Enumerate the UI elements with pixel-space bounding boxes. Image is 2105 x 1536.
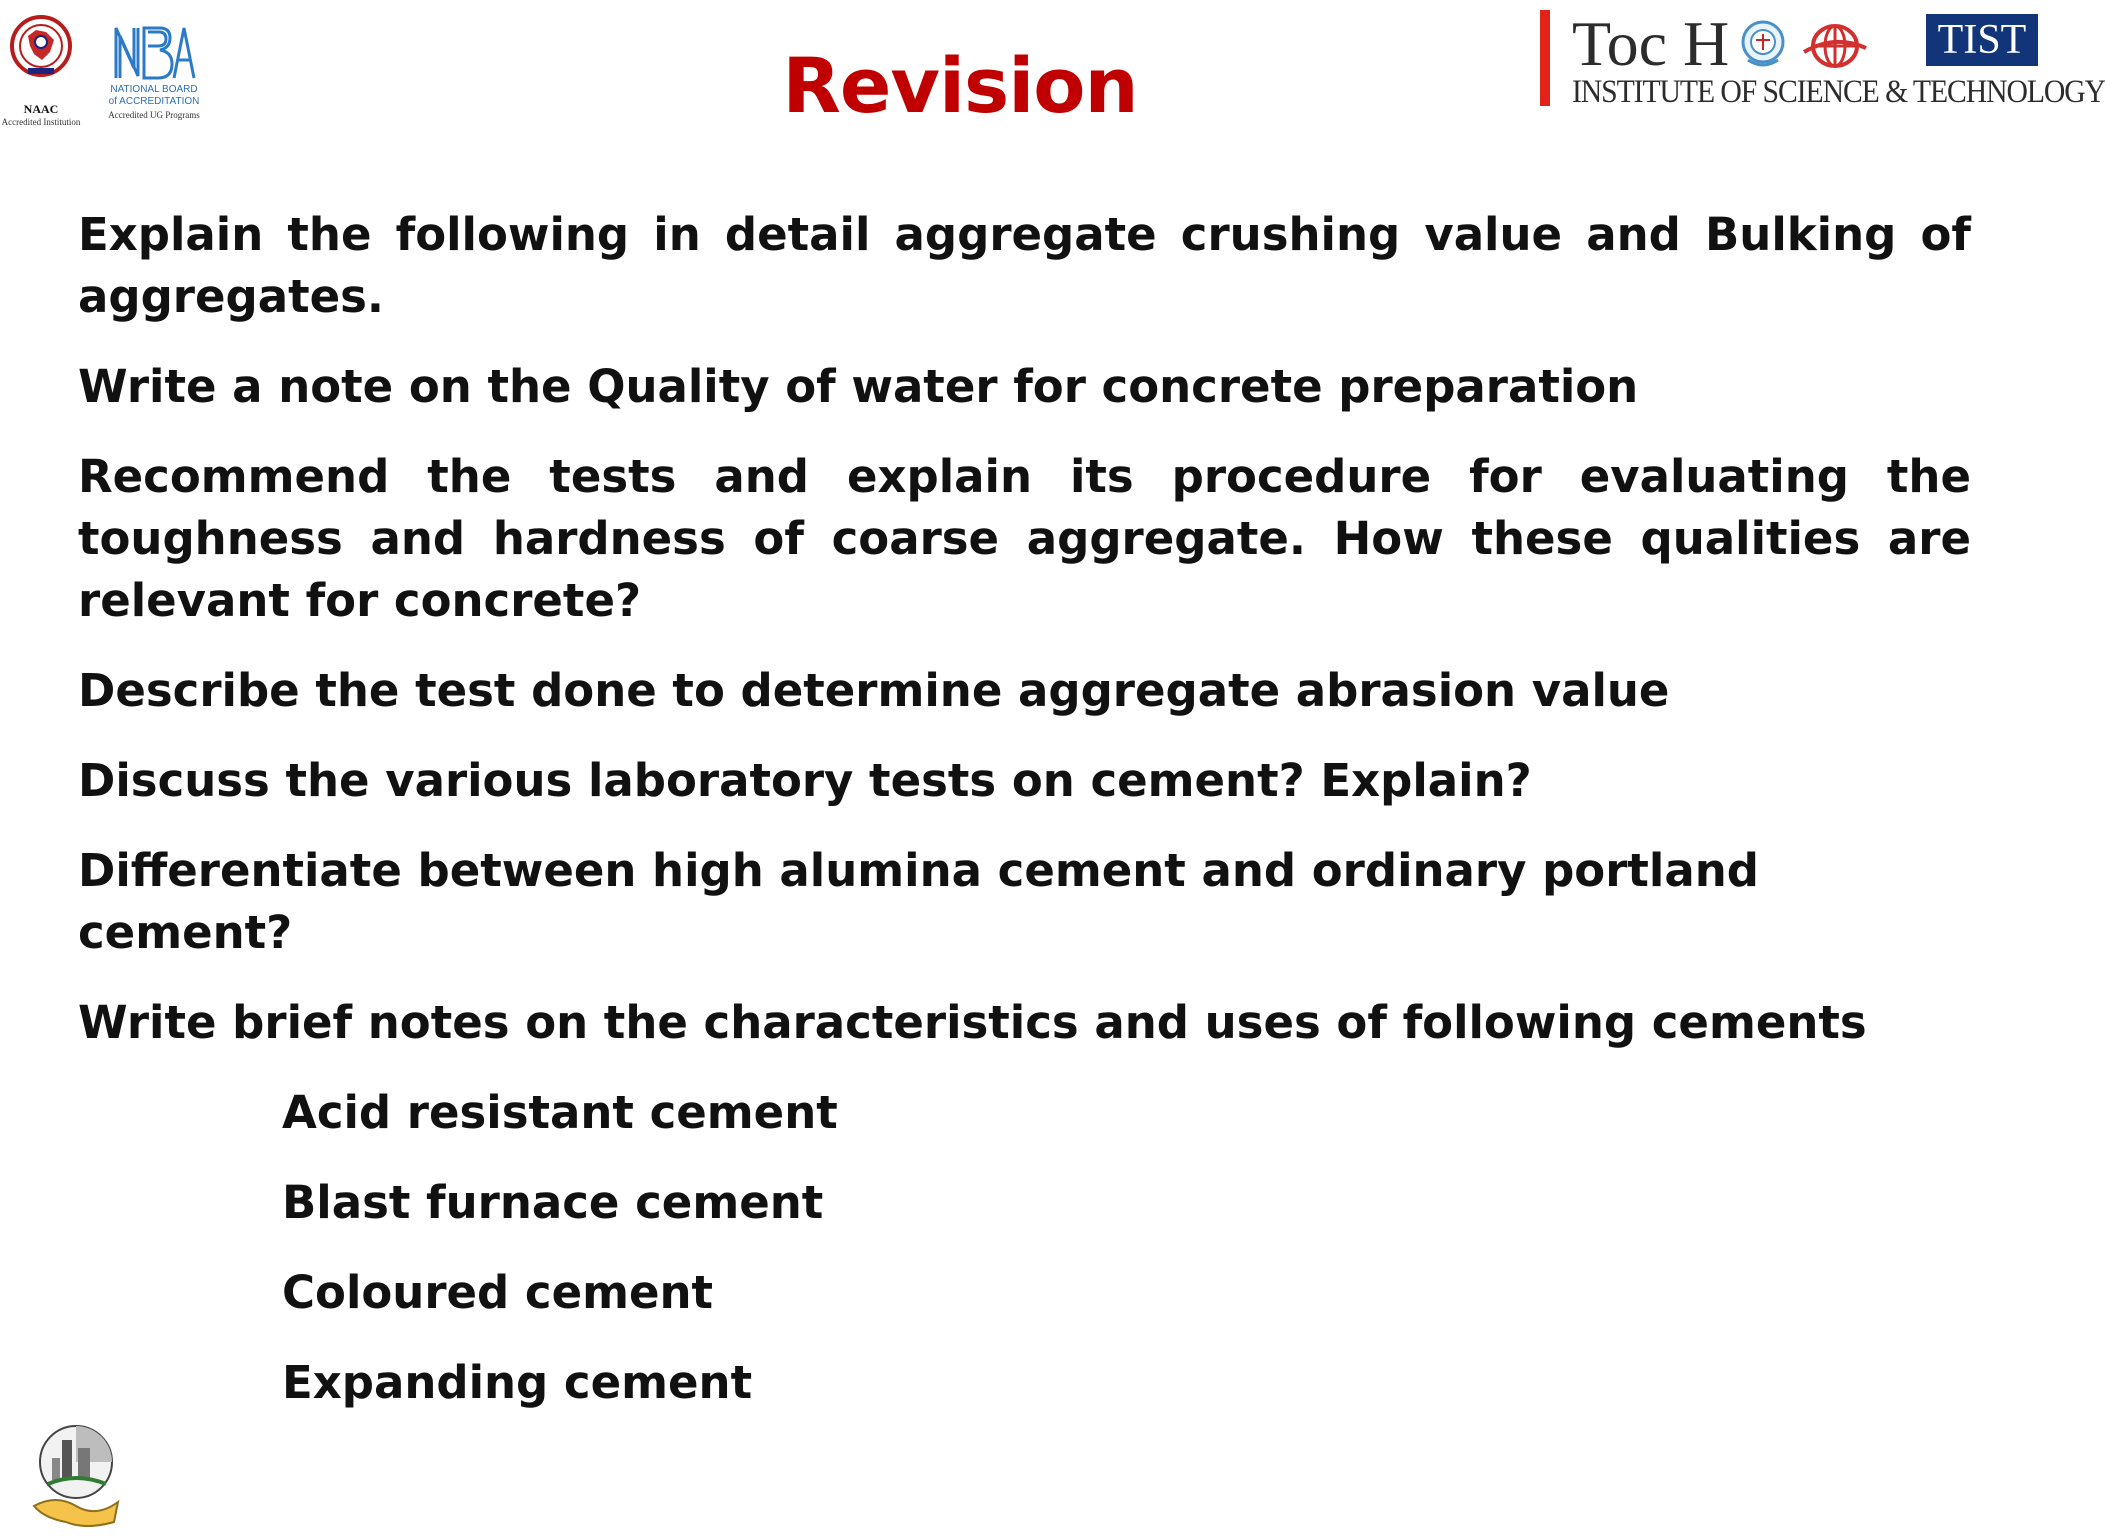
cement-type-3: Coloured cement <box>282 1266 714 1319</box>
question-5: Discuss the various laboratory tests on cement? Explain? <box>78 754 1532 807</box>
question-2: Write a note on the Quality of water for concrete preparation <box>78 360 1639 413</box>
question-7: Write brief notes on the characteristics and uses of following cements <box>78 996 1867 1049</box>
nba-line2: of ACCREDITATION <box>108 96 200 107</box>
rachana-emblem-icon <box>26 1410 122 1530</box>
toch-institute-name: INSTITUTE OF SCIENCE & TECHNOLOGY <box>1572 74 2105 110</box>
naac-name: NAAC <box>23 102 59 116</box>
naac-subtitle: Accredited Institution <box>1 117 81 127</box>
nba-line1: NATIONAL BOARD <box>110 84 198 95</box>
cement-type-4: Expanding cement <box>282 1356 753 1409</box>
nba-logo <box>104 22 204 122</box>
toch-seal-icon <box>1740 18 1786 70</box>
naac-seal-icon <box>10 12 72 90</box>
question-1: Explain the following in detail aggregate crushing value and Bulking of aggregates. <box>78 208 1971 323</box>
tist-badge: TIST <box>1926 14 2038 66</box>
question-4: Describe the test done to determine aggregate abrasion value <box>78 664 1670 717</box>
toch-logo <box>1540 8 2105 110</box>
revision-questions <box>78 204 1971 1442</box>
toch-globe-icon <box>1802 22 1868 70</box>
cement-type-1: Acid resistant cement <box>282 1086 838 1139</box>
nba-subtitle: Accredited UG Programs <box>108 110 200 120</box>
slide-title: Revision <box>782 41 1138 130</box>
question-6: Differentiate between high alumina cement and ordinary portland cement? <box>78 844 1759 959</box>
naac-logo <box>0 12 82 127</box>
toch-red-bar <box>1540 10 1550 106</box>
toch-name: Toc H <box>1572 8 1730 79</box>
cement-type-2: Blast furnace cement <box>282 1176 824 1229</box>
nba-mark-icon <box>112 22 196 82</box>
question-3: Recommend the tests and explain its procedure for evaluating the toughness and hardness of coarse aggregate. How these qualities are relevant for concrete? <box>78 450 1971 627</box>
